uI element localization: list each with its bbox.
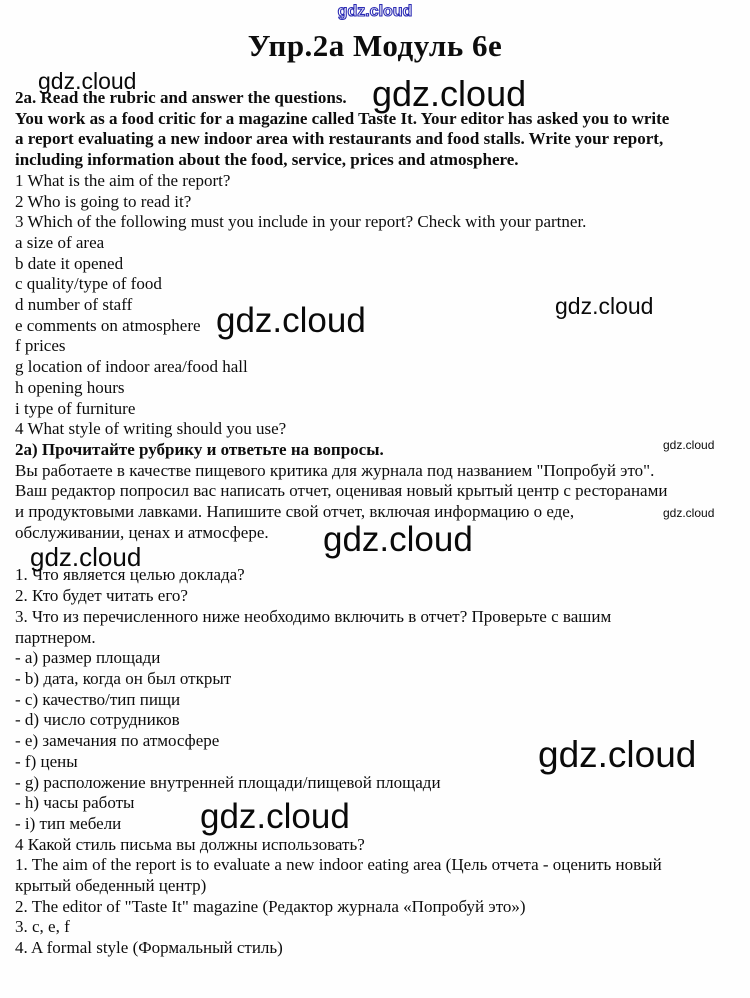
watermark-gdz-cloud-top: gdz.cloud bbox=[337, 3, 413, 20]
text-line: 3 Which of the following must you include in your report? Check with your partner. bbox=[15, 212, 587, 232]
text-line: d number of staff bbox=[15, 295, 133, 315]
watermark-gdz-cloud: gdz.cloud bbox=[38, 68, 137, 94]
text-line: 2. The editor of "Taste It" magazine (Редактор журнала «Попробуй это») bbox=[15, 896, 526, 916]
text-line: b date it opened bbox=[15, 253, 124, 273]
russian-task-heading: 2а) Прочитайте рубрику и ответьте на вопросы. bbox=[15, 439, 384, 459]
text-line: g location of indoor area/food hall bbox=[15, 357, 248, 377]
text-line: a report evaluating a new indoor area with restaurants and food stalls. Write your report, bbox=[15, 129, 664, 149]
text-line: Вы работаете в качестве пищевого критика для журнала под названием "Попробуй это". bbox=[15, 460, 655, 480]
text-line: 4. A formal style (Формальный стиль) bbox=[15, 938, 283, 958]
text-line: 1. The aim of the report is to evaluate a new indoor eating area (Цель отчета - оценить новый bbox=[15, 855, 662, 875]
english-task-heading: 2a. Read the rubric and answer the questions. bbox=[15, 88, 347, 107]
text-line: и продуктовыми лавками. Напишите свой отчет, включая информацию о еде, bbox=[15, 502, 575, 522]
text-line: - f) цены bbox=[15, 751, 78, 771]
text-line: 2. Кто будет читать его? bbox=[15, 586, 188, 606]
text-line: a size of area bbox=[15, 232, 105, 252]
watermark-gdz-cloud: gdz.cloud bbox=[323, 520, 473, 559]
page-title: Упр.2а Модуль 6e bbox=[247, 28, 503, 63]
english-rubric bbox=[15, 109, 745, 171]
russian-questions bbox=[15, 565, 745, 855]
watermark-gdz-cloud: gdz.cloud bbox=[200, 797, 350, 836]
text-line: 4 What style of writing should you use? bbox=[15, 419, 287, 439]
watermark-gdz-cloud: gdz.cloud bbox=[372, 73, 527, 114]
watermark-gdz-cloud: gdz.cloud bbox=[555, 293, 654, 319]
text-line: i type of furniture bbox=[15, 398, 136, 418]
text-line: - e) замечания по атмосфере bbox=[15, 731, 220, 751]
text-line: - c) качество/тип пищи bbox=[15, 689, 181, 709]
watermark-gdz-cloud: gdz.cloud bbox=[538, 734, 697, 775]
text-line: - i) тип мебели bbox=[15, 813, 122, 833]
text-line: including information about the food, service, prices and atmosphere. bbox=[15, 150, 519, 170]
text-line: e comments on atmosphere bbox=[15, 315, 201, 335]
watermark-gdz-cloud: gdz.cloud bbox=[30, 542, 142, 572]
text-line: Ваш редактор попросил вас написать отчет, оценивая новый крытый центр с ресторанами bbox=[15, 481, 668, 501]
text-line: - а) размер площади bbox=[15, 648, 161, 668]
text-line: крытый обеденный центр) bbox=[15, 876, 207, 896]
text-line: - b) дата, когда он был открыт bbox=[15, 668, 232, 688]
text-line: 2 Who is going to read it? bbox=[15, 191, 192, 211]
text-line: 1 What is the aim of the report? bbox=[15, 170, 231, 190]
text-line: 1. Что является целью доклада? bbox=[15, 565, 245, 585]
text-line: - h) часы работы bbox=[15, 793, 135, 813]
text-line: - d) число сотрудников bbox=[15, 710, 180, 730]
watermark-gdz-cloud: gdz.cloud bbox=[663, 506, 715, 520]
text-line: You work as a food critic for a magazine called Taste It. Your editor has asked you to write bbox=[15, 108, 670, 128]
text-line: f prices bbox=[15, 336, 66, 356]
text-line: 3. c, e, f bbox=[15, 917, 70, 937]
text-line: партнером. bbox=[15, 627, 96, 647]
text-line: - g) расположение внутренней площади/пищевой площади bbox=[15, 772, 441, 792]
text-line: c quality/type of food bbox=[15, 274, 162, 294]
watermark-gdz-cloud: gdz.cloud bbox=[663, 438, 715, 452]
text-line: обслуживании, ценах и атмосфере. bbox=[15, 522, 269, 542]
text-line: 4 Какой стиль письма вы должны использовать? bbox=[15, 834, 365, 854]
answers-list bbox=[15, 855, 745, 959]
text-line: h opening hours bbox=[15, 377, 125, 397]
text-line: 3. Что из перечисленного ниже необходимо включить в отчет? Проверьте с вашим bbox=[15, 606, 612, 626]
watermark-gdz-cloud: gdz.cloud bbox=[216, 301, 366, 340]
